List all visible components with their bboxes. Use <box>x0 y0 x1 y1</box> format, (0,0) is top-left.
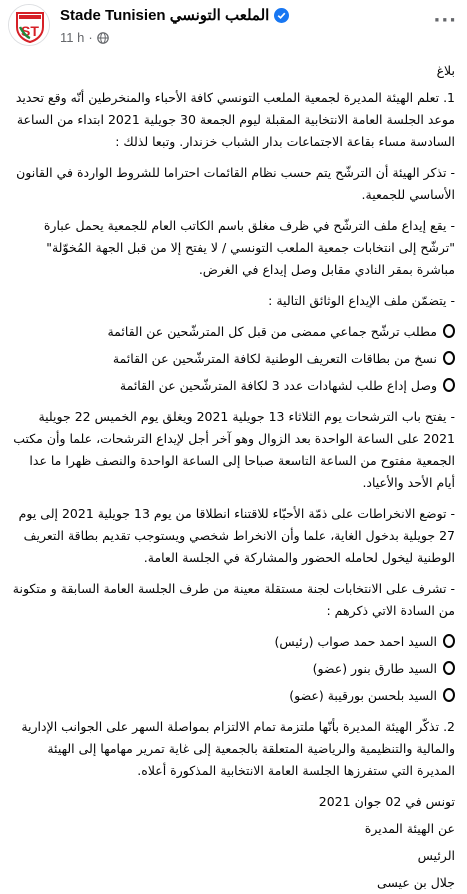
post-title: بلاغ <box>436 63 455 78</box>
timestamp[interactable]: 11 h <box>60 30 85 45</box>
page-name-text[interactable]: Stade Tunisien الملعب التونسي <box>60 7 270 24</box>
ring-bullet-icon <box>443 324 455 338</box>
document-item-text: مطلب ترشّح جماعي ممضى من قبل كل المترشّحين عن القائمة <box>107 324 437 339</box>
ring-bullet-icon <box>443 351 455 365</box>
document-item <box>8 348 455 370</box>
document-item <box>8 321 455 343</box>
globe-icon <box>97 32 109 44</box>
signature-role: الرئيس <box>417 848 455 863</box>
document-item-text: نسخ من بطاقات التعريف الوطنية لكافة المترشّحين عن القائمة <box>112 351 437 366</box>
paragraph-5: - يفتح باب الترشحات يوم الثلاثاء 13 جويلية 2021 ويغلق يوم الخميس 22 جويلية 2021 على الساعة الواحدة بعد الزوال وهو آخر أجل لإيداع الترشحات، علما وأن مكتب الجمعية مفتوح من الساعة التاسعة صباحا إلى الساعة الواحدة والنصف ظهرا ما عدا أيام الأحد والأعياد. <box>13 409 455 490</box>
signatory-name: جلال بن عيسى <box>376 875 455 890</box>
svg-text:ST: ST <box>21 23 39 39</box>
more-options-button[interactable]: ··· <box>433 10 457 31</box>
document-item-text: وصل إداع طلب لشهادات عدد 3 لكافة المترشّحين عن القائمة <box>119 378 437 393</box>
ring-bullet-icon <box>443 688 455 702</box>
paragraph-3: - يقع إيداع ملف الترشّح في ظرف مغلق باسم الكاتب العام للجمعية يحمل عبارة "ترشّح إلى انتخابات جمعية الملعب التونسي / لا يفتح إلا من قبل الجهة المُخوّلة" مباشرة بمقر النادي مقابل وصل إيداع في الغرض. <box>43 218 455 277</box>
stade-tunisien-crest-icon <box>9 5 50 46</box>
verified-badge-icon <box>274 8 289 23</box>
ring-bullet-icon <box>443 661 455 675</box>
committee-member <box>8 685 455 707</box>
signature-on-behalf: عن الهيئة المديرة <box>364 821 455 836</box>
paragraph-4: - يتضمّن ملف الإيداع الوثائق التالية : <box>268 293 455 308</box>
meta-separator: · <box>88 30 93 45</box>
document-item <box>8 375 455 397</box>
paragraph-6: - توضع الانخراطات على ذمّة الأحبّاء للاقتناء انطلاقا من يوم 13 جويلية 2021 إلى يوم 27 جويلية بدخول الغاية، علما وأن الانخراط شخصي ويستوجب تقديم بطاقة التعريف الوطنية ليخول لحامله الحضور والمشاركة في الجلسة العامة. <box>18 506 455 565</box>
paragraph-7: - تشرف على الانتخابات لجنة مستقلة معينة من طرف الجلسة العامة السابقة و متكونة من السادة الاتي ذكرهم : <box>12 581 455 618</box>
post-meta <box>60 30 109 45</box>
paragraph-8: 2. تذكّر الهيئة المديرة بأنّها ملتزمة تمام الالتزام بمواصلة السهر على الجوانب الإدارية والمالية والتنظيمية والرياضية المتعلقة بالجمعية إلى غاية تمرير مهامها إلى الهيئة المديرة التي ستفرزها الجلسة العامة الانتخابية المذكورة أعلاه. <box>21 719 455 778</box>
ring-bullet-icon <box>443 634 455 648</box>
committee-member-text: السيد احمد حمد صواب (رئيس) <box>274 634 437 649</box>
page-name[interactable] <box>60 6 289 24</box>
signature-date: تونس في 02 جوان 2021 <box>318 794 455 809</box>
post-header <box>0 0 467 52</box>
committee-member <box>8 631 455 653</box>
paragraph-1: 1. تعلم الهيئة المديرة لجمعية الملعب التونسي كافة الأحباء والمنخرطين أنّه وقع تحديد موعد الجلسة العامة الانتخابية المقبلة ليوم الجمعة 30 جويلية 2021 ابتداء من الساعة السادسة مساء بقاعة الاجتماعات بدار الشباب خزندار. وتبعا لذلك : <box>15 90 455 149</box>
committee-member-text: السيد طارق بنور (عضو) <box>312 661 437 676</box>
committee-member <box>8 658 455 680</box>
ring-bullet-icon <box>443 378 455 392</box>
paragraph-2: - تذكر الهيئة أن الترشّح يتم حسب نظام القائمات احتراما للشروط الواردة في القانون الأساسي للجمعية. <box>16 165 455 202</box>
committee-member-text: السيد بلحسن بورقيبة (عضو) <box>289 688 437 703</box>
page-avatar[interactable] <box>8 4 50 46</box>
post-body <box>8 60 455 894</box>
